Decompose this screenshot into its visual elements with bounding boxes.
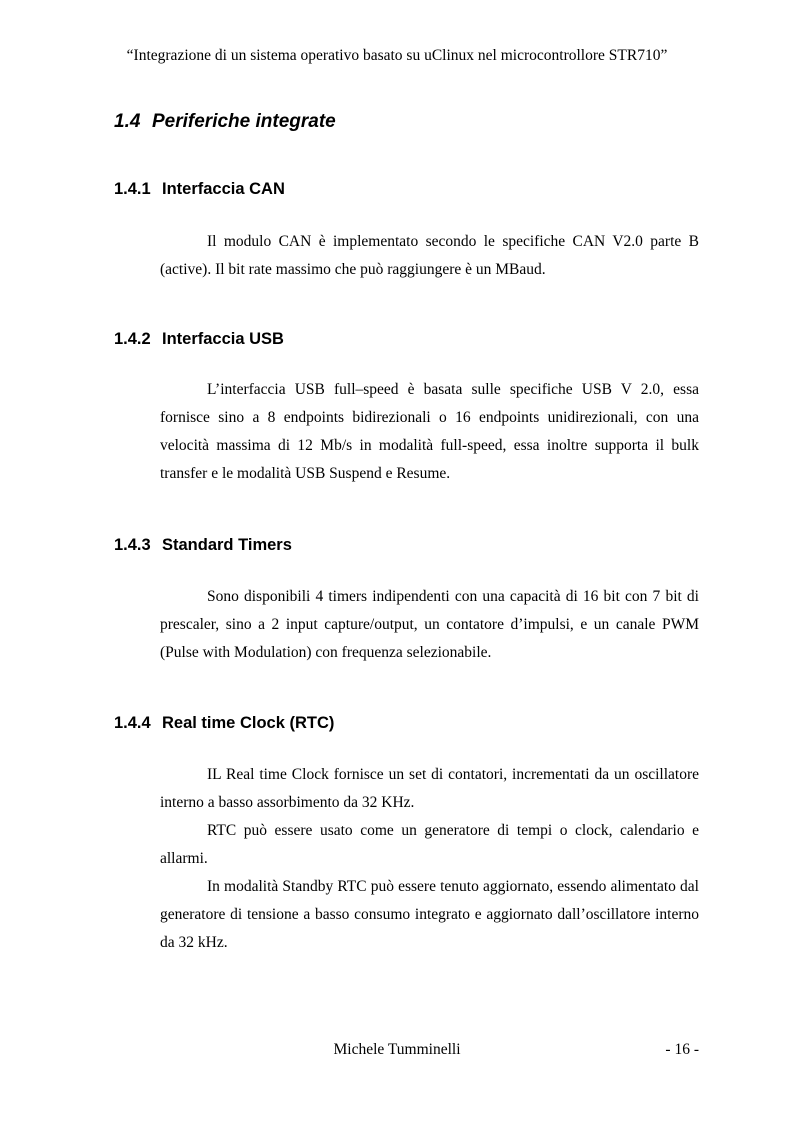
paragraph-text: L’interfaccia USB full–speed è basata sulle specifiche USB V 2.0, essa fornisce sino a 8 endpoints bidirezionali o 16 endpoints unidirezionali, con una velocità massima di 12 Mb/s in modalità full-speed, essa inoltre supporta il bulk transfer e le modalità USB Suspend e Resume. (160, 381, 699, 482)
paragraph-text: IL Real time Clock fornisce un set di contatori, incrementati da un oscillatore interno a basso assorbimento da 32 KHz. (160, 766, 699, 811)
running-header: “Integrazione di un sistema operativo basato su uClinux nel microcontrollore STR710” (126, 47, 668, 64)
section-heading (114, 110, 336, 134)
subsection-title: Standard Timers (162, 536, 292, 554)
paragraph-timers (160, 583, 699, 667)
subsection-number: 1.4.3 (114, 536, 151, 554)
section-title: Periferiche integrate (152, 111, 336, 132)
paragraph-text: RTC può essere usato come un generatore di tempi o clock, calendario e allarmi. (160, 822, 699, 867)
subsection-heading-usb (114, 328, 284, 350)
subsection-number: 1.4.1 (114, 180, 151, 198)
subsection-title: Interfaccia CAN (162, 180, 285, 198)
subsection-heading-timers (114, 534, 292, 556)
paragraph-usb (160, 376, 699, 488)
paragraph-text: Il modulo CAN è implementato secondo le specifiche CAN V2.0 parte B (active). Il bit rate massimo che può raggiungere è un MBaud. (160, 233, 699, 278)
subsection-title: Real time Clock (RTC) (162, 714, 335, 732)
paragraph-text: Sono disponibili 4 timers indipendenti con una capacità di 16 bit con 7 bit di prescaler, sino a 2 input capture/output, un contatore d’impulsi, e un canale PWM (Pulse with Modulation) con frequenza selezionabile. (160, 588, 699, 661)
subsection-title: Interfaccia USB (162, 330, 284, 348)
subsection-number: 1.4.2 (114, 330, 151, 348)
subsection-heading-can (114, 178, 285, 200)
paragraph-can (160, 228, 699, 284)
footer-author: Michele Tumminelli (333, 1041, 461, 1058)
subsection-number: 1.4.4 (114, 714, 151, 732)
subsection-heading-rtc (114, 712, 334, 734)
section-number: 1.4 (114, 111, 141, 132)
paragraph-text: In modalità Standby RTC può essere tenuto aggiornato, essendo alimentato dal generatore di tensione a basso consumo integrato e aggiornato dall’oscillatore interno da 32 kHz. (160, 878, 699, 951)
paragraph-rtc (160, 761, 699, 957)
page-number: - 16 - (665, 1041, 699, 1058)
